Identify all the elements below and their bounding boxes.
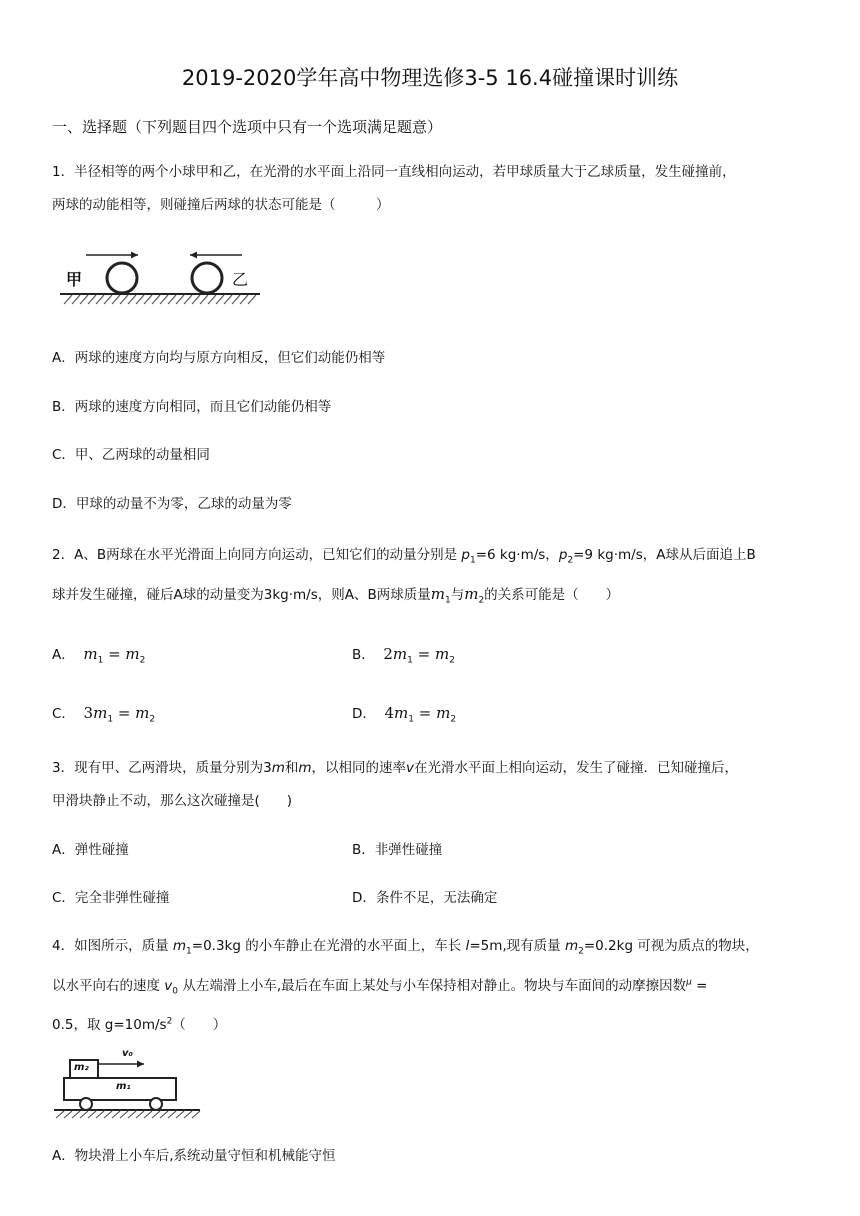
ball-yi-icon (192, 263, 222, 293)
q2-d-letter: D． (352, 706, 376, 722)
q2-d-sub1: 1 (408, 714, 415, 725)
q2-b-m1: m (392, 645, 408, 663)
q4-l: l (465, 938, 470, 954)
q2-m2-sub: 2 (478, 595, 485, 606)
q4-ground-hatch-icon (56, 1111, 200, 1118)
cart-wheel-left-icon (80, 1098, 92, 1110)
q4-m2: m (564, 938, 579, 954)
q4-line3 (52, 1013, 226, 1033)
q2-l1-text-b: =6 kg·m/s， (475, 547, 559, 563)
q2-d-m2: m (436, 704, 451, 722)
q2-a-sub2: 2 (139, 655, 146, 666)
q1-option-c: C．甲、乙两球的动量相同 (52, 447, 210, 463)
q1-line1: 1．半径相等的两个小球甲和乙，在光滑的水平面上沿同一直线相向运动，若甲球质量大于乙球质量，发生碰撞前， (52, 164, 736, 180)
q2-m1-sub: 1 (444, 595, 451, 606)
q2-m2: m (464, 585, 479, 603)
q2-c-eq: = (113, 704, 136, 722)
q3-l1-text-d: 在光滑水平面上相向运动，发生了碰撞．已知碰撞后， (414, 760, 738, 776)
q1-option-a: A．两球的速度方向均与原方向相反，但它们动能仍相等 (52, 350, 386, 366)
velocity-arrow-head-icon (137, 1061, 144, 1068)
fig-label-m2: m₂ (74, 1062, 89, 1073)
q2-c-letter: C． (52, 706, 75, 722)
q4-line1 (52, 934, 759, 957)
q3-m-a: m (271, 760, 285, 776)
page-title: 2019-2020学年高中物理选修3-5 16.4碰撞课时训练 (181, 66, 679, 90)
q1-option-d: D．甲球的动量不为零，乙球的动量为零 (52, 496, 292, 512)
q4-mu-eq: = (691, 978, 708, 994)
q3-option-a: A．弹性碰撞 (52, 842, 129, 858)
q2-c-m1: m (93, 704, 108, 722)
q2-c-coef: 3 (83, 704, 94, 722)
label-yi: 乙 (232, 270, 249, 289)
q2-option-a (52, 643, 145, 666)
q2-m1: m (430, 585, 445, 603)
q4-l1-text-b: =0.3kg 的小车静止在光滑的水平面上，车长 (191, 938, 466, 954)
q2-a-m2: m (125, 645, 140, 663)
q1-line2: 两球的动能相等，则碰撞后两球的状态可能是（ ） (52, 197, 390, 213)
q3-option-b: B．非弹性碰撞 (352, 842, 443, 858)
q4-l3-text-a: 0.5，取 g=10m/s (52, 1017, 167, 1033)
q4-l2-text-b: 从左端滑上小车,最后在车面上某处与小车保持相对静止。物块与车面间的动摩擦因数 (178, 978, 687, 994)
q2-a-eq: = (103, 645, 126, 663)
q3-m-b: m (298, 760, 312, 776)
section-heading: 一、选择题（下列题目四个选项中只有一个选项满足题意） (52, 118, 443, 136)
q4-l2-text-a: 以水平向右的速度 (52, 978, 165, 994)
q4-l1-text-d: =0.2kg 可视为质点的物块， (583, 938, 759, 954)
q3-l1-text-c: ，以相同的速率 (311, 760, 406, 776)
q2-c-sub2: 2 (149, 714, 156, 725)
q4-m1: m (172, 938, 187, 954)
q2-b-eq: = (412, 645, 435, 663)
q4-figure (52, 1048, 202, 1120)
q2-l2-text-a: 球并发生碰撞，碰后A球的动量变为3kg·m/s，则A、B两球质量 (52, 587, 431, 603)
q2-c-sub1: 1 (107, 714, 114, 725)
q4-mu: μ (686, 977, 692, 988)
q2-b-coef: 2 (383, 645, 393, 663)
q4-l1-text-c: =5m,现有质量 (469, 938, 565, 954)
q4-m1-sub: 1 (186, 946, 192, 957)
q3-option-d: D．条件不足，无法确定 (352, 890, 498, 906)
q2-d-eq: = (414, 704, 437, 722)
q2-b-m2: m (434, 645, 450, 663)
q4-v0-sub: 0 (172, 986, 179, 997)
ball-jia-icon (107, 263, 137, 293)
q2-d-m1: m (394, 704, 409, 722)
ground-hatch-icon (64, 295, 256, 304)
q2-a-m1: m (83, 645, 98, 663)
cart-wheel-right-icon (150, 1098, 162, 1110)
fig-label-m1: m₁ (116, 1081, 131, 1092)
q3-option-c: C．完全非弹性碰撞 (52, 890, 170, 906)
q2-p1: p (461, 547, 470, 563)
fig-label-v0: v₀ (122, 1048, 133, 1059)
q2-p2-sub: 2 (567, 555, 574, 566)
q2-d-sub2: 2 (450, 714, 457, 725)
q3-l1-text-a: 3．现有甲、乙两滑块，质量分别为3 (52, 760, 272, 776)
q2-p2: p (558, 547, 568, 563)
q2-line2 (52, 583, 619, 606)
q2-l1-text-c: =9 kg·m/s，A球从后面追上B (573, 547, 756, 563)
q4-l3-text-b: （ ） (172, 1017, 227, 1033)
q4-l3-sup: 2 (166, 1016, 173, 1027)
q3-line1 (52, 756, 738, 776)
q2-line1 (52, 543, 756, 566)
q2-b-sub2: 2 (449, 655, 455, 666)
q3-line2: 甲滑块静止不动，那么这次碰撞是( ) (52, 793, 293, 809)
q2-b-sub1: 1 (407, 655, 413, 666)
q2-p1-sub: 1 (469, 555, 476, 566)
q2-option-b (352, 643, 455, 666)
q4-l1-text-a: 4．如图所示，质量 (52, 938, 173, 954)
q2-option-d (352, 702, 456, 725)
q4-v0: v (164, 978, 173, 994)
arrow-right-head-icon (131, 252, 138, 259)
q2-l2-text-c: 的关系可能是（ ） (484, 587, 620, 603)
q2-d-coef: 4 (384, 704, 395, 722)
q2-option-c (52, 702, 155, 725)
q4-line2 (52, 974, 707, 997)
q2-l2-text-b: 与 (450, 587, 465, 603)
q4-m2-sub: 2 (578, 946, 584, 957)
q1-option-b: B．两球的速度方向相同，而且它们动能仍相等 (52, 399, 332, 415)
q2-a-sub1: 1 (97, 655, 104, 666)
q2-c-m2: m (135, 704, 150, 722)
q2-l1-text-a: 2．A、B两球在水平光滑面上向同方向运动，已知它们的动量分别是 (52, 547, 462, 563)
label-jia: 甲 (66, 270, 83, 289)
arrow-left-head-icon (190, 252, 197, 259)
q2-a-letter: A． (52, 647, 75, 663)
q3-v: v (406, 760, 414, 776)
q3-l1-text-b: 和 (284, 760, 299, 776)
q2-b-letter: B． (352, 647, 375, 663)
q1-figure (56, 248, 266, 314)
q4-option-a: A．物块滑上小车后,系统动量守恒和机械能守恒 (52, 1148, 336, 1164)
